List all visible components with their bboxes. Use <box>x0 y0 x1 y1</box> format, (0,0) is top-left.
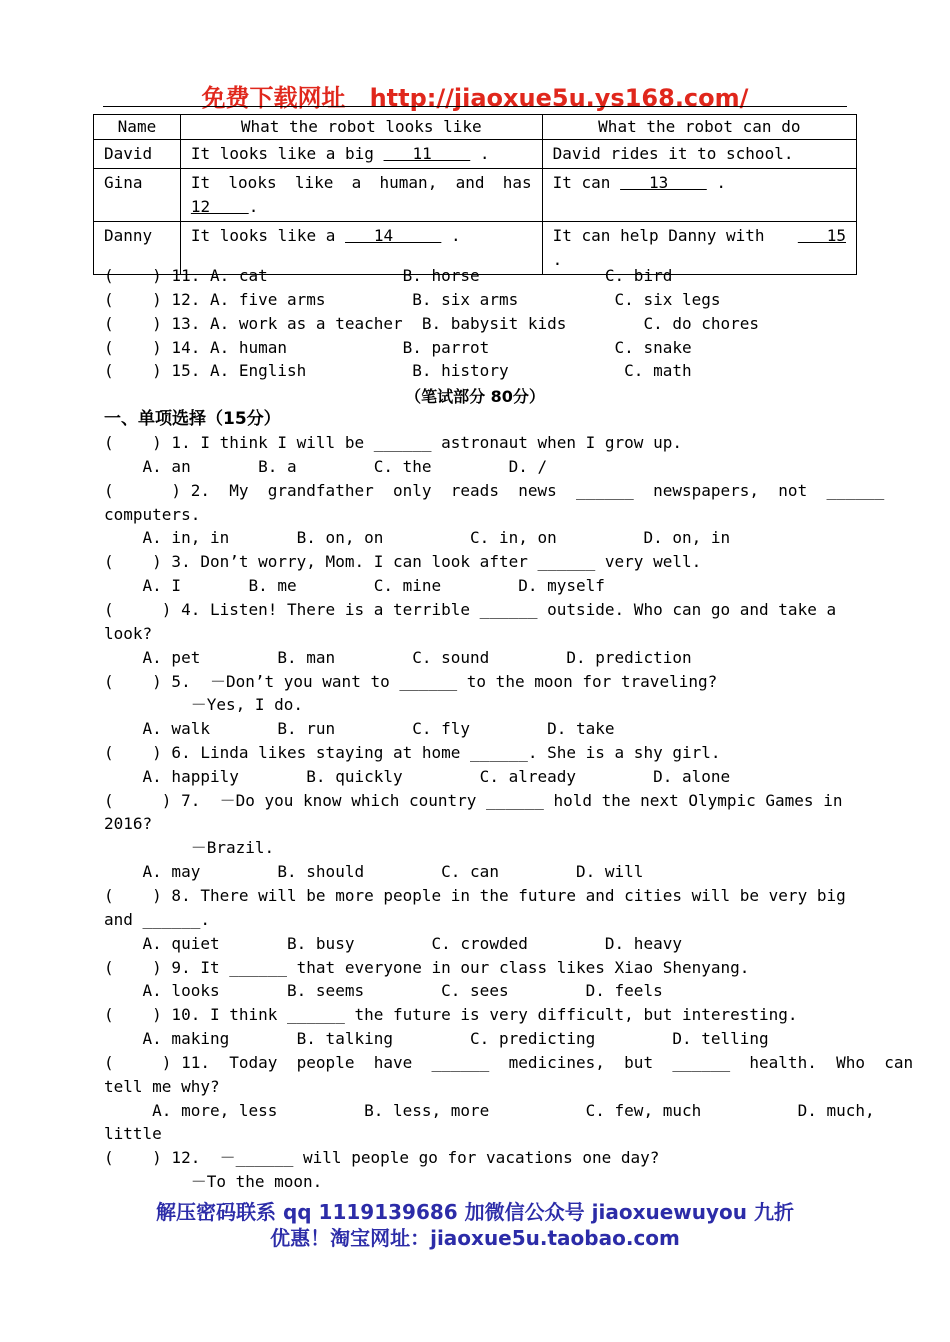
options-10: A. making B. talking C. predicting D. telling <box>104 1029 769 1048</box>
options-8: A. quiet B. busy C. crowded D. heavy <box>104 934 682 953</box>
listening-option-12: ( ) 12. A. five arms B. six arms C. six legs <box>104 290 721 309</box>
options-3: A. I B. me C. mine D. myself <box>104 576 605 595</box>
row-can <box>542 169 856 222</box>
question-3: ( ) 3. Don’t worry, Mom. I can look after ______ very well. <box>104 552 702 571</box>
question-11: ( ) 11. Today people have ______ medicines, but ______ health. Who can <box>104 1053 914 1072</box>
reply-7: －Brazil. <box>104 838 275 857</box>
header-label: 免费下载网址 <box>201 84 346 112</box>
can-end: . <box>706 173 727 192</box>
blank-15: 15 <box>797 226 846 245</box>
question-2-cont: computers. <box>104 505 201 524</box>
can-text: It can help Danny with <box>552 226 765 245</box>
footer-line-2: 优惠！淘宝网址：jiaoxue5u.taobao.com <box>270 1226 680 1250</box>
blank-13: 13 <box>620 173 707 192</box>
options-2: A. in, in B. on, on C. in, on D. on, in <box>104 528 731 547</box>
looks-text: It looks like a big <box>190 144 384 163</box>
question-5: ( ) 5. －Don’t you want to ______ to the moon for traveling? <box>104 672 718 691</box>
options-5: A. walk B. run C. fly D. take <box>104 719 615 738</box>
table-row <box>94 169 857 222</box>
header-rule <box>103 106 847 107</box>
question-2: ( ) 2. My grandfather only reads news ______ newspapers, not ______ <box>104 481 885 500</box>
options-9: A. looks B. seems C. sees D. feels <box>104 981 663 1000</box>
col-looks-header: What the robot looks like <box>180 115 542 140</box>
question-6: ( ) 6. Linda likes staying at home ______. She is a shy girl. <box>104 743 721 762</box>
section-1-title: 一、单项选择（15分） <box>104 409 281 429</box>
listening-option-13: ( ) 13. A. work as a teacher B. babysit kids C. do chores <box>104 314 760 333</box>
blank-11: 11 <box>383 144 471 163</box>
question-8: ( ) 8. There will be more people in the future and cities will be very big <box>104 886 846 905</box>
question-8-cont: and ______. <box>104 910 210 929</box>
options-11-cont: little <box>104 1124 162 1143</box>
row-looks <box>180 169 542 222</box>
question-12: ( ) 12. －______ will people go for vacations one day? <box>104 1148 660 1167</box>
question-9: ( ) 9. It ______ that everyone in our class likes Xiao Shenyang. <box>104 958 750 977</box>
looks-end: . <box>470 144 490 163</box>
row-name: Gina <box>94 169 181 222</box>
row-looks <box>180 140 542 169</box>
reply-12: －To the moon. <box>104 1172 323 1191</box>
blank-12: 12 <box>190 197 249 216</box>
can-text: It can <box>552 173 621 192</box>
download-header <box>0 78 950 113</box>
table-header-row <box>94 115 857 140</box>
looks-end: . <box>248 197 259 216</box>
row-can: David rides it to school. <box>542 140 856 169</box>
looks-end: . <box>441 226 461 245</box>
listening-option-14: ( ) 14. A. human B. parrot C. snake <box>104 338 692 357</box>
can-end: . <box>552 250 563 269</box>
col-name-header: Name <box>94 115 181 140</box>
reply-5: －Yes, I do. <box>104 695 304 714</box>
question-11-cont: tell me why? <box>104 1077 220 1096</box>
question-4: ( ) 4. Listen! There is a terrible ______ outside. Who can go and take a <box>104 600 837 619</box>
options-6: A. happily B. quickly C. already D. alone <box>104 767 731 786</box>
blank-14: 14 <box>345 226 442 245</box>
footer-line-1: 解压密码联系 qq 1119139686 加微信公众号 jiaoxuewuyou 九折 <box>156 1200 794 1224</box>
question-10: ( ) 10. I think ______ the future is very difficult, but interesting. <box>104 1005 798 1024</box>
row-name: David <box>94 140 181 169</box>
col-can-header: What the robot can do <box>542 115 856 140</box>
options-1: A. an B. a C. the D. / <box>104 457 548 476</box>
options-7: A. may B. should C. can D. will <box>104 862 644 881</box>
question-1: ( ) 1. I think I will be ______ astronaut when I grow up. <box>104 433 682 452</box>
row-name: Danny <box>94 222 181 275</box>
header-url-link[interactable]: http://jiaoxue5u.ys168.com/ <box>369 84 749 112</box>
robot-table <box>93 114 857 275</box>
looks-text: It looks like a human, and has <box>190 173 532 192</box>
listening-option-11: ( ) 11. A. cat B. horse C. bird <box>104 266 673 285</box>
looks-text: It looks like a <box>190 226 346 245</box>
question-7: ( ) 7. －Do you know which country ______ hold the next Olympic Games in <box>104 791 843 810</box>
table-row <box>94 140 857 169</box>
listening-option-15: ( ) 15. A. English B. history C. math <box>104 361 692 380</box>
written-part-title: （笔试部分 80分） <box>405 387 545 406</box>
options-11: A. more, less B. less, more C. few, much D. much, <box>104 1101 875 1120</box>
question-4-cont: look? <box>104 624 153 643</box>
options-4: A. pet B. man C. sound D. prediction <box>104 648 692 667</box>
question-7-cont: 2016? <box>104 814 153 833</box>
